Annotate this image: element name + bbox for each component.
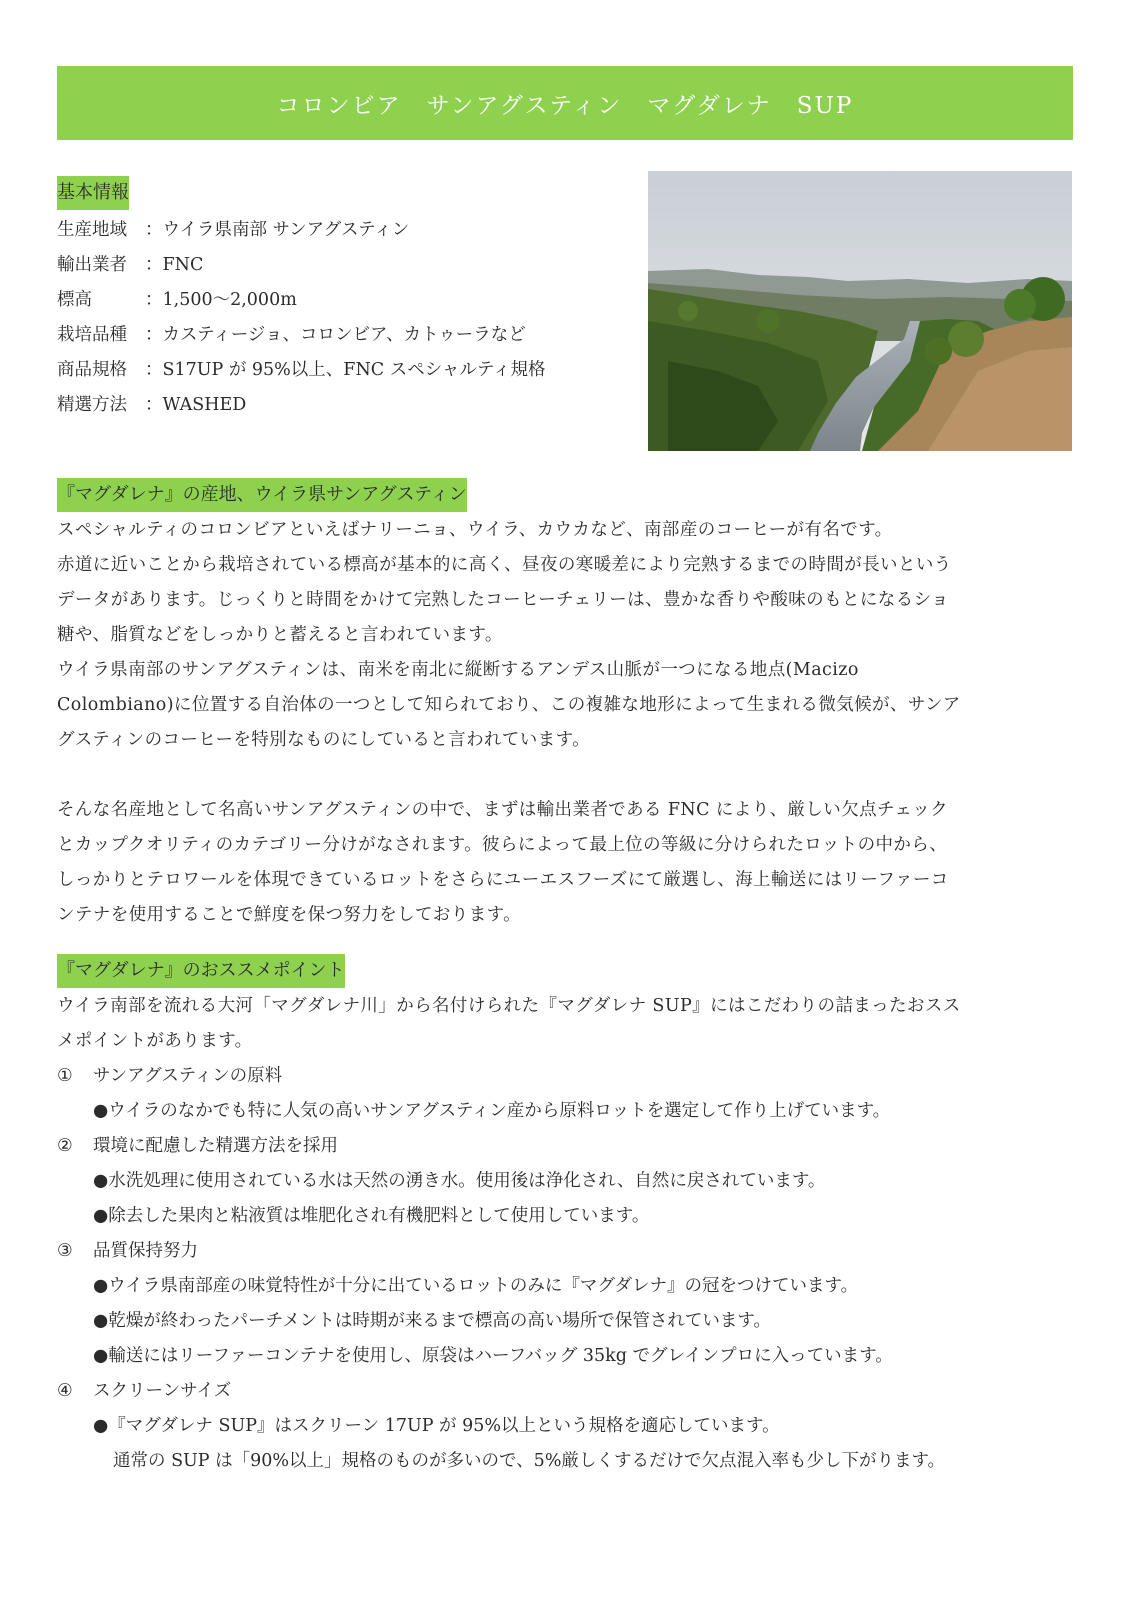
info-value: S17UP が 95%以上、FNC スペシャルティ規格 xyxy=(162,360,546,380)
info-colon: ： xyxy=(145,290,163,310)
point-title-row xyxy=(57,1234,1073,1269)
origin-body xyxy=(57,513,1073,933)
points-heading: 『マグダレナ』のおススメポイント xyxy=(57,954,345,988)
point-number: ③ xyxy=(57,1241,73,1261)
points-list xyxy=(57,1059,1073,1479)
basic-info-heading: 基本情報 xyxy=(57,176,129,210)
point-bullet: ●ウイラ県南部産の味覚特性が十分に出ているロットのみに『マグダレナ』の冠をつけています。 xyxy=(93,1276,859,1296)
paragraph-line: ウイラ県南部のサンアグスティンは、南米を南北に縦断するアンデス山脈が一つになる地点(Macizo xyxy=(57,660,859,680)
paragraph-line: とカップクオリティのカテゴリー分けがなされます。彼らによって最上位の等級に分けられたロットの中から、 xyxy=(57,835,948,855)
info-colon: ： xyxy=(145,255,163,275)
blank-line xyxy=(57,758,1073,793)
point-title: サンアグスティンの原料 xyxy=(93,1066,283,1086)
points-intro xyxy=(57,989,1073,1059)
origin-heading: 『マグダレナ』の産地、ウイラ県サンアグスティン xyxy=(57,478,467,512)
point-title-row xyxy=(57,1374,1073,1409)
paragraph-line: しっかりとテロワールを体現できているロットをさらにユーエスフーズにて厳選し、海上輸送にはリーファーコ xyxy=(57,870,949,890)
paragraph-line: スペシャルティのコロンビアといえばナリーニョ、ウイラ、カウカなど、南部産のコーヒーが有名です。 xyxy=(57,520,893,540)
point-title: 環境に配慮した精選方法を採用 xyxy=(93,1136,338,1156)
info-value: カスティージョ、コロンビア、カトゥーラなど xyxy=(162,325,526,345)
page-title: コロンビア サンアグスティン マグダレナ SUP xyxy=(276,92,854,119)
info-colon: ： xyxy=(145,395,163,415)
info-row xyxy=(57,283,657,318)
info-label: 生産地域 xyxy=(57,220,127,240)
paragraph-line: そんな名産地として名高いサンアグスティンの中で、まずは輸出業者である FNC により、厳しい欠点チェック xyxy=(57,800,949,820)
info-value: ウイラ県南部 サンアグスティン xyxy=(162,220,410,240)
paragraph-line: メポイントがあります。 xyxy=(57,1031,253,1051)
info-colon: ： xyxy=(145,325,163,345)
point-note: 通常の SUP は「90%以上」規格のものが多いので、5%厳しくするだけで欠点混入率も少し下がります。 xyxy=(113,1451,946,1471)
info-value: FNC xyxy=(162,255,204,275)
point-item xyxy=(57,1374,1073,1479)
paragraph-line: ウイラ南部を流れる大河「マグダレナ川」から名付けられた『マグダレナ SUP』にはこだわりの詰まったおスス xyxy=(57,996,961,1016)
paragraph-line: 赤道に近いことから栽培されている標高が基本的に高く、昼夜の寒暖差により完熟するまでの時間が長いという xyxy=(57,555,952,575)
info-row xyxy=(57,353,657,388)
basic-info-list xyxy=(57,213,657,423)
point-bullet: ●『マグダレナ SUP』はスクリーン 17UP が 95%以上という規格を適応しています。 xyxy=(93,1416,780,1436)
point-title-row xyxy=(57,1059,1073,1094)
info-colon: ： xyxy=(145,360,163,380)
point-title-row xyxy=(57,1129,1073,1164)
info-label: 商品規格 xyxy=(57,360,127,380)
paragraph-line: グスティンのコーヒーを特別なものにしていると言われています。 xyxy=(57,730,590,750)
point-bullet: ●除去した果肉と粘液質は堆肥化され有機肥料として使用しています。 xyxy=(93,1206,650,1226)
origin-section xyxy=(57,478,1073,933)
info-row xyxy=(57,213,657,248)
info-label: 標高 xyxy=(57,290,92,310)
info-label: 精選方法 xyxy=(57,395,127,415)
info-colon: ： xyxy=(145,220,163,240)
paragraph-line: データがあります。じっくりと時間をかけて完熟したコーヒーチェリーは、豊かな香りや酸味のもとになるショ xyxy=(57,590,950,610)
info-row xyxy=(57,318,657,353)
info-row xyxy=(57,388,657,423)
point-number: ② xyxy=(57,1136,73,1156)
point-bullet: ●ウイラのなかでも特に人気の高いサンアグスティン産から原料ロットを選定して作り上げています。 xyxy=(93,1101,891,1121)
paragraph-line: Colombiano)に位置する自治体の一つとして知られており、この複雑な地形によって生まれる微気候が、サンア xyxy=(57,695,961,715)
title-banner xyxy=(57,66,1073,140)
point-bullet: ●水洗処理に使用されている水は天然の湧き水。使用後は浄化され、自然に戻されています。 xyxy=(93,1171,826,1191)
paragraph-line: ンテナを使用することで鮮度を保つ努力をしております。 xyxy=(57,905,521,925)
paragraph-line: 糖や、脂質などをしっかりと蓄えると言われています。 xyxy=(57,625,503,645)
info-label: 輸出業者 xyxy=(57,255,127,275)
landscape-photo xyxy=(648,171,1072,451)
point-item xyxy=(57,1059,1073,1129)
point-title: スクリーンサイズ xyxy=(93,1381,232,1401)
point-number: ① xyxy=(57,1066,73,1086)
basic-info-section xyxy=(57,176,657,423)
point-item xyxy=(57,1129,1073,1234)
info-value: 1,500〜2,000m xyxy=(162,290,297,310)
point-bullet: ●乾燥が終わったパーチメントは時期が来るまで標高の高い場所で保管されています。 xyxy=(93,1311,771,1331)
point-number: ④ xyxy=(57,1381,73,1401)
point-item xyxy=(57,1234,1073,1374)
point-title: 品質保持努力 xyxy=(93,1241,198,1261)
info-value: WASHED xyxy=(162,395,247,415)
point-bullet: ●輸送にはリーファーコンテナを使用し、原袋はハーフバッグ 35kg でグレインプロに入っています。 xyxy=(93,1346,893,1366)
info-label: 栽培品種 xyxy=(57,325,127,345)
info-row xyxy=(57,248,657,283)
points-section xyxy=(57,954,1073,1479)
